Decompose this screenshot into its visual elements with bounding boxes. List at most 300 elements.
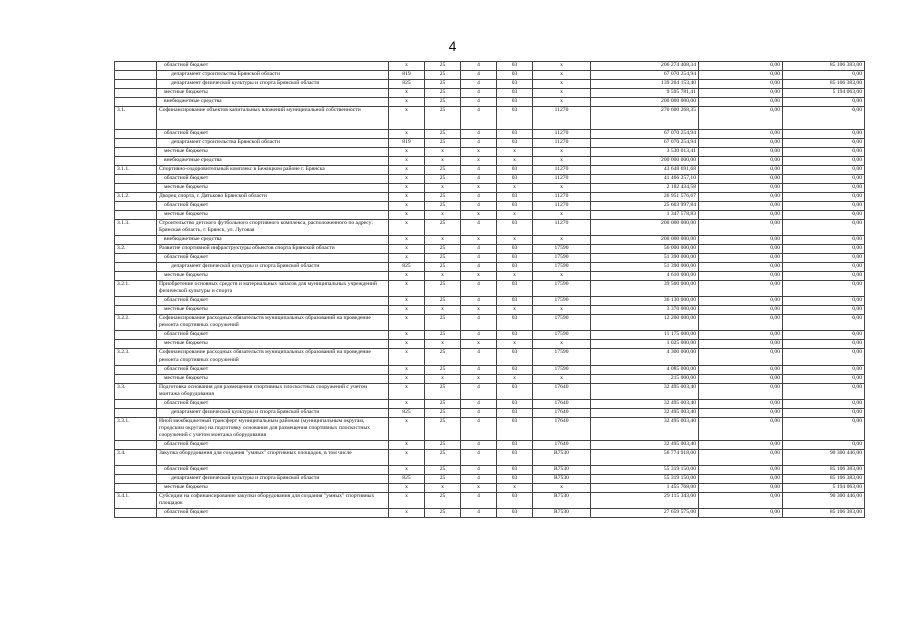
code-direction: 17590: [533, 245, 591, 254]
value-2024: 0,00: [699, 166, 783, 175]
row-name: местные бюджеты: [157, 306, 389, 315]
code-direction: 17590: [533, 331, 591, 340]
code-om: 03: [497, 492, 533, 508]
code-om: 03: [497, 107, 533, 130]
code-direction: 17640: [533, 417, 591, 440]
code-grbs: x: [389, 245, 425, 254]
code-grbs: x: [389, 483, 425, 492]
code-pgp: 4: [461, 492, 497, 508]
row-number: [115, 139, 157, 148]
code-pgp: 4: [461, 139, 497, 148]
code-om: 03: [497, 383, 533, 399]
code-gp: 25: [425, 331, 461, 340]
code-om: 03: [497, 263, 533, 272]
code-gp: x: [425, 374, 461, 383]
row-name: областной бюджет: [157, 331, 389, 340]
code-om: x: [497, 272, 533, 281]
code-direction: x: [533, 374, 591, 383]
value-2025: 0,00: [783, 399, 865, 408]
row-number: [115, 236, 157, 245]
row-name: департамент физической культуры и спорта Брянской области: [157, 80, 389, 89]
code-direction: x: [533, 98, 591, 107]
value-2025: 0,00: [783, 383, 865, 399]
table-body: [115, 62, 865, 518]
row-number: [115, 474, 157, 483]
code-direction: x: [533, 306, 591, 315]
row-name: областной бюджет: [157, 297, 389, 306]
code-gp: 25: [425, 365, 461, 374]
value-2024: 0,00: [699, 71, 783, 80]
value-2024: 0,00: [699, 408, 783, 417]
row-number: [115, 331, 157, 340]
code-pgp: 4: [461, 193, 497, 202]
value-2023: 139 204 153,40: [591, 80, 699, 89]
code-direction: x: [533, 71, 591, 80]
value-2024: 0,00: [699, 297, 783, 306]
code-grbs: x: [389, 465, 425, 474]
table-row: [115, 417, 865, 440]
row-number: [115, 130, 157, 139]
value-2023: 39 500 000,00: [591, 281, 699, 297]
code-gp: 25: [425, 202, 461, 211]
code-grbs: x: [389, 166, 425, 175]
value-2025: 0,00: [783, 175, 865, 184]
code-grbs: x: [389, 440, 425, 449]
value-2023: 1 455 768,00: [591, 483, 699, 492]
value-2023: 206 274 408,34: [591, 62, 699, 71]
code-grbs: x: [389, 130, 425, 139]
value-2025: 0,00: [783, 71, 865, 80]
code-grbs: x: [389, 148, 425, 157]
code-pgp: 4: [461, 417, 497, 440]
code-gp: 25: [425, 62, 461, 71]
code-direction: 11270: [533, 220, 591, 236]
value-2023: 67 070 254,94: [591, 139, 699, 148]
code-grbs: x: [389, 211, 425, 220]
table-row: [115, 340, 865, 349]
row-number: 3.1.: [115, 107, 157, 130]
row-name: областной бюджет: [157, 365, 389, 374]
table-row: [115, 297, 865, 306]
value-2024: 0,00: [699, 340, 783, 349]
row-number: [115, 202, 157, 211]
code-om: 03: [497, 175, 533, 184]
code-pgp: x: [461, 211, 497, 220]
code-direction: 17640: [533, 383, 591, 399]
value-2023: 27 659 575,00: [591, 509, 699, 518]
value-2025: 0,00: [783, 236, 865, 245]
value-2024: 0,00: [699, 130, 783, 139]
row-number: 3.3.: [115, 383, 157, 399]
code-om: x: [497, 184, 533, 193]
table-row: [115, 202, 865, 211]
code-pgp: 4: [461, 254, 497, 263]
code-om: 03: [497, 281, 533, 297]
value-2024: 0,00: [699, 175, 783, 184]
row-number: 3.1.1.: [115, 166, 157, 175]
row-name: областной бюджет: [157, 399, 389, 408]
code-om: 03: [497, 399, 533, 408]
table-row: [115, 349, 865, 365]
table-row: [115, 509, 865, 518]
value-2025: 0,00: [783, 340, 865, 349]
row-number: [115, 272, 157, 281]
value-2024: 0,00: [699, 492, 783, 508]
value-2023: 36 130 000,00: [591, 297, 699, 306]
code-pgp: 4: [461, 465, 497, 474]
table-row: [115, 236, 865, 245]
code-om: 03: [497, 440, 533, 449]
row-number: 3.2.1.: [115, 281, 157, 297]
value-2025: 0,00: [783, 148, 865, 157]
value-2023: 25 603 997,84: [591, 202, 699, 211]
code-grbs: x: [389, 220, 425, 236]
row-number: 3.4.: [115, 449, 157, 465]
table-row: [115, 211, 865, 220]
value-2023: 51 390 000,00: [591, 263, 699, 272]
value-2024: 0,00: [699, 383, 783, 399]
code-gp: 25: [425, 220, 461, 236]
row-number: [115, 71, 157, 80]
value-2023: 55 319 150,00: [591, 474, 699, 483]
code-grbs: x: [389, 417, 425, 440]
value-2024: 0,00: [699, 254, 783, 263]
value-2025: 0,00: [783, 281, 865, 297]
row-name: Развитие спортивной инфраструктуры объектов спорта Брянской области: [157, 245, 389, 254]
row-name: Софинансирование расходных обязательств муниципальных образований на проведение ремонта спортивных сооружений: [157, 315, 389, 331]
row-number: [115, 80, 157, 89]
value-2025: 85 106 383,00: [783, 474, 865, 483]
code-pgp: 4: [461, 509, 497, 518]
value-2024: 0,00: [699, 245, 783, 254]
table-row: [115, 365, 865, 374]
value-2024: 0,00: [699, 399, 783, 408]
code-om: 03: [497, 417, 533, 440]
code-gp: 25: [425, 175, 461, 184]
value-2025: 0,00: [783, 184, 865, 193]
code-grbs: 819: [389, 139, 425, 148]
value-2025: 5 194 063,00: [783, 483, 865, 492]
value-2025: 5 194 063,00: [783, 89, 865, 98]
code-direction: x: [533, 157, 591, 166]
row-number: [115, 374, 157, 383]
code-gp: 25: [425, 130, 461, 139]
code-pgp: 4: [461, 440, 497, 449]
row-number: 3.1.3.: [115, 220, 157, 236]
value-2024: 0,00: [699, 331, 783, 340]
table-row: [115, 306, 865, 315]
code-direction: R7530: [533, 509, 591, 518]
code-gp: 25: [425, 492, 461, 508]
code-om: 03: [497, 297, 533, 306]
code-pgp: 4: [461, 449, 497, 465]
value-2023: 215 000,00: [591, 374, 699, 383]
row-number: [115, 184, 157, 193]
code-gp: 25: [425, 89, 461, 98]
value-2024: 0,00: [699, 202, 783, 211]
row-name: местные бюджеты: [157, 184, 389, 193]
code-om: 03: [497, 245, 533, 254]
row-number: [115, 211, 157, 220]
code-gp: 25: [425, 408, 461, 417]
code-om: x: [497, 148, 533, 157]
code-gp: x: [425, 184, 461, 193]
code-pgp: 4: [461, 80, 497, 89]
value-2024: 0,00: [699, 374, 783, 383]
row-number: [115, 306, 157, 315]
code-om: x: [497, 236, 533, 245]
code-direction: R7530: [533, 492, 591, 508]
table-row: [115, 220, 865, 236]
row-number: [115, 254, 157, 263]
code-direction: 11270: [533, 193, 591, 202]
code-grbs: x: [389, 62, 425, 71]
value-2025: 90 300 446,00: [783, 492, 865, 508]
row-name: местные бюджеты: [157, 272, 389, 281]
value-2023: 56 000 000,00: [591, 245, 699, 254]
row-name: областной бюджет: [157, 130, 389, 139]
code-grbs: x: [389, 365, 425, 374]
value-2024: 0,00: [699, 236, 783, 245]
value-2024: 0,00: [699, 80, 783, 89]
row-number: [115, 89, 157, 98]
value-2023: 200 000 000,00: [591, 236, 699, 245]
code-om: 03: [497, 193, 533, 202]
row-name: Закупка оборудования для создания "умных" спортивных площадок, в том числе: [157, 449, 389, 465]
value-2025: 0,00: [783, 98, 865, 107]
value-2025: 0,00: [783, 245, 865, 254]
code-grbs: x: [389, 98, 425, 107]
value-2023: 270 600 268,35: [591, 107, 699, 130]
value-2024: 0,00: [699, 139, 783, 148]
code-om: 03: [497, 408, 533, 417]
value-2025: 0,00: [783, 331, 865, 340]
value-2023: 26 951 576,67: [591, 193, 699, 202]
code-grbs: x: [389, 331, 425, 340]
row-number: [115, 483, 157, 492]
code-pgp: 4: [461, 408, 497, 417]
code-direction: x: [533, 483, 591, 492]
value-2025: 0,00: [783, 306, 865, 315]
code-om: x: [497, 211, 533, 220]
code-om: 03: [497, 349, 533, 365]
value-2024: 0,00: [699, 220, 783, 236]
table-row: [115, 148, 865, 157]
value-2023: 1 025 000,00: [591, 340, 699, 349]
value-2024: 0,00: [699, 365, 783, 374]
value-2025: 0,00: [783, 254, 865, 263]
value-2024: 0,00: [699, 306, 783, 315]
code-gp: 25: [425, 399, 461, 408]
table-row: [115, 440, 865, 449]
value-2024: 0,00: [699, 193, 783, 202]
value-2023: 200 000 000,00: [591, 98, 699, 107]
value-2025: 0,00: [783, 365, 865, 374]
value-2024: 0,00: [699, 417, 783, 440]
code-grbs: x: [389, 107, 425, 130]
code-om: 03: [497, 71, 533, 80]
code-grbs: x: [389, 297, 425, 306]
table-row: [115, 254, 865, 263]
table-row: [115, 157, 865, 166]
value-2023: 56 774 918,00: [591, 449, 699, 465]
code-pgp: x: [461, 272, 497, 281]
value-2023: 32 495 003,40: [591, 408, 699, 417]
table-row: [115, 71, 865, 80]
value-2024: 0,00: [699, 107, 783, 130]
page-number: 4: [448, 38, 457, 54]
code-gp: 25: [425, 107, 461, 130]
code-gp: 25: [425, 254, 461, 263]
value-2025: 0,00: [783, 349, 865, 365]
code-grbs: x: [389, 306, 425, 315]
code-pgp: x: [461, 306, 497, 315]
value-2025: 0,00: [783, 139, 865, 148]
code-gp: x: [425, 148, 461, 157]
code-direction: x: [533, 148, 591, 157]
code-direction: 17590: [533, 315, 591, 331]
value-2024: 0,00: [699, 349, 783, 365]
code-pgp: 4: [461, 89, 497, 98]
value-2023: 9 595 781,41: [591, 89, 699, 98]
code-direction: 17590: [533, 349, 591, 365]
code-grbs: 825: [389, 474, 425, 483]
code-grbs: x: [389, 340, 425, 349]
row-number: [115, 408, 157, 417]
value-2025: 0,00: [783, 107, 865, 130]
code-direction: 17640: [533, 399, 591, 408]
row-name: Субсидии на софинансирование закупки оборудования для создания "умных" спортивных площадок: [157, 492, 389, 508]
row-name: Дворец спорта, г. Дятьково Брянской области: [157, 193, 389, 202]
row-name: департамент строительства Брянской области: [157, 139, 389, 148]
code-gp: 25: [425, 417, 461, 440]
row-number: [115, 440, 157, 449]
value-2024: 0,00: [699, 465, 783, 474]
row-name: местные бюджеты: [157, 89, 389, 98]
row-name: областной бюджет: [157, 202, 389, 211]
value-2023: 41 466 257,10: [591, 175, 699, 184]
code-direction: x: [533, 211, 591, 220]
code-om: 03: [497, 98, 533, 107]
code-om: x: [497, 340, 533, 349]
row-name: Приобретение основных средств и материальных запасов для муниципальных учреждений физической культуры и спорта: [157, 281, 389, 297]
budget-table: [114, 61, 865, 518]
code-pgp: x: [461, 184, 497, 193]
code-gp: 25: [425, 71, 461, 80]
value-2023: 3 530 013,41: [591, 148, 699, 157]
code-grbs: x: [389, 383, 425, 399]
value-2025: 0,00: [783, 130, 865, 139]
code-pgp: 4: [461, 331, 497, 340]
code-pgp: 4: [461, 263, 497, 272]
code-grbs: 825: [389, 408, 425, 417]
row-number: [115, 98, 157, 107]
value-2023: 29 115 343,00: [591, 492, 699, 508]
row-name: Строительство детского футбольного спортивного комплекса, расположенного по адресу: Брянская область, г. Брянск, ул. Луговая: [157, 220, 389, 236]
row-number: 3.2.3.: [115, 349, 157, 365]
value-2025: 0,00: [783, 374, 865, 383]
table-row: [115, 474, 865, 483]
value-2025: 0,00: [783, 315, 865, 331]
code-om: x: [497, 374, 533, 383]
value-2024: 0,00: [699, 62, 783, 71]
code-direction: 11270: [533, 107, 591, 130]
value-2023: 32 495 003,40: [591, 383, 699, 399]
table-row: [115, 315, 865, 331]
code-gp: 25: [425, 449, 461, 465]
row-number: 3.2.2.: [115, 315, 157, 331]
code-pgp: x: [461, 340, 497, 349]
code-grbs: 825: [389, 80, 425, 89]
code-om: 03: [497, 62, 533, 71]
code-om: 03: [497, 315, 533, 331]
value-2023: 55 319 150,00: [591, 465, 699, 474]
code-gp: 25: [425, 297, 461, 306]
code-pgp: 4: [461, 349, 497, 365]
table-row: [115, 98, 865, 107]
code-gp: 25: [425, 263, 461, 272]
code-om: 03: [497, 130, 533, 139]
value-2024: 0,00: [699, 272, 783, 281]
code-pgp: 4: [461, 62, 497, 71]
code-direction: 17640: [533, 440, 591, 449]
value-2024: 0,00: [699, 474, 783, 483]
row-name: областной бюджет: [157, 175, 389, 184]
value-2025: 0,00: [783, 408, 865, 417]
code-om: 03: [497, 465, 533, 474]
table-row: [115, 89, 865, 98]
value-2023: 32 495 003,40: [591, 440, 699, 449]
row-name: Иной межбюджетный трансферт муниципальным районам (муниципальным округам, городским округам) на подготовку основания для размещения спортивных плоскостных сооружений с учетом монтажа оборудования: [157, 417, 389, 440]
table-row: [115, 193, 865, 202]
code-om: 03: [497, 220, 533, 236]
row-name: департамент физической культуры и спорта Брянской области: [157, 263, 389, 272]
value-2024: 0,00: [699, 449, 783, 465]
value-2023: 51 390 000,00: [591, 254, 699, 263]
code-pgp: 4: [461, 107, 497, 130]
code-gp: 25: [425, 315, 461, 331]
code-gp: 25: [425, 440, 461, 449]
code-grbs: x: [389, 509, 425, 518]
code-pgp: 4: [461, 399, 497, 408]
code-grbs: x: [389, 399, 425, 408]
row-name: департамент строительства Брянской области: [157, 71, 389, 80]
code-gp: x: [425, 157, 461, 166]
row-name: внебюджетные средства: [157, 236, 389, 245]
row-number: [115, 157, 157, 166]
value-2023: 4 610 000,00: [591, 272, 699, 281]
table-row: [115, 483, 865, 492]
code-gp: 25: [425, 474, 461, 483]
code-gp: 25: [425, 98, 461, 107]
row-name: областной бюджет: [157, 62, 389, 71]
code-grbs: x: [389, 449, 425, 465]
code-pgp: x: [461, 483, 497, 492]
code-direction: 11270: [533, 202, 591, 211]
table-row: [115, 263, 865, 272]
value-2025: 85 106 383,00: [783, 509, 865, 518]
code-grbs: x: [389, 184, 425, 193]
table-row: [115, 374, 865, 383]
row-name: департамент физической культуры и спорта Брянской области: [157, 408, 389, 417]
code-gp: x: [425, 483, 461, 492]
code-gp: x: [425, 211, 461, 220]
value-2025: 0,00: [783, 157, 865, 166]
code-grbs: 825: [389, 263, 425, 272]
code-pgp: 4: [461, 220, 497, 236]
value-2023: 4 085 000,00: [591, 365, 699, 374]
value-2025: 0,00: [783, 193, 865, 202]
